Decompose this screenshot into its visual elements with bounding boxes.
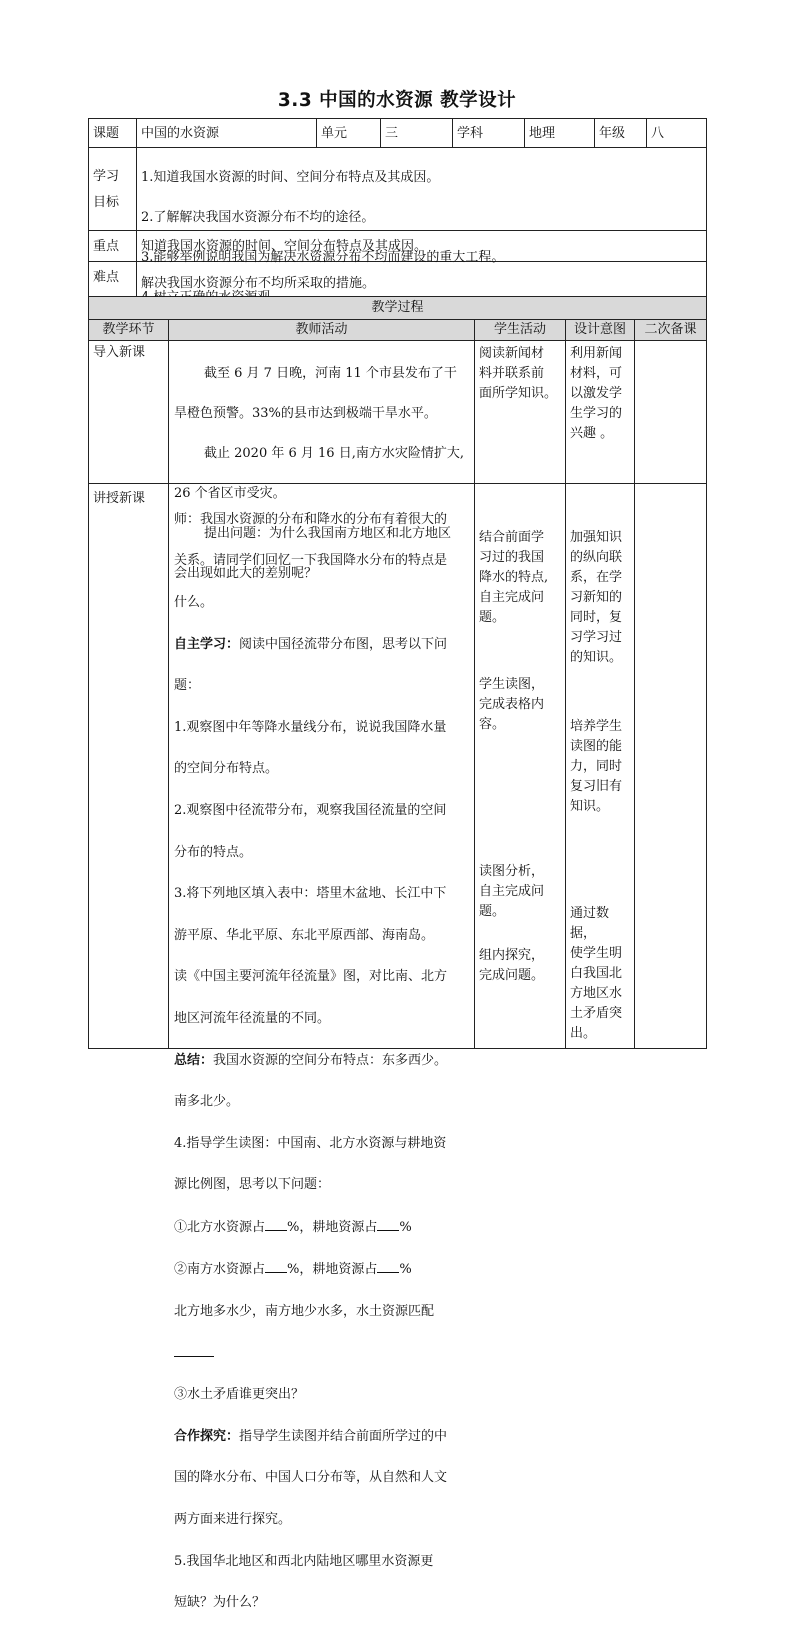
- blank-line: [377, 1217, 399, 1231]
- text-line: ③水土矛盾谁更突出？: [174, 1387, 305, 1403]
- blank-line: [265, 1259, 287, 1273]
- blank-line: [265, 1217, 287, 1231]
- blank-line: [377, 1259, 399, 1273]
- lecture-stage: 讲授新课: [93, 491, 146, 506]
- course-value: 中国的水资源: [141, 126, 220, 141]
- text-line: 会出现如此大的差别呢？: [174, 566, 318, 581]
- lecture-intent-2: 培养学生 读图的能 力，同时 复习旧有 知识。: [570, 719, 623, 814]
- document-title: 3.3 中国的水资源 教学设计: [277, 90, 517, 111]
- key-point-label: 重点: [93, 239, 120, 254]
- unit-label: 单元: [321, 126, 348, 141]
- text-line: 截止 2020 年 6 月 16 日,南方水灾险情扩大,: [204, 446, 464, 461]
- text-line: 题：: [174, 678, 201, 694]
- text-line: 总结：我国水资源的空间分布特点：东多西少。: [174, 1052, 448, 1068]
- text-line: 北方地多水少，南方地少水多，水土资源匹配: [174, 1304, 435, 1320]
- unit-value: 三: [385, 126, 399, 141]
- lecture-student-4: 组内探究， 完成问题。: [479, 948, 545, 983]
- text-line: 源比例图，思考以下问题：: [174, 1177, 331, 1193]
- text-line: 26 个省区市受灾。: [174, 486, 286, 501]
- intro-stage: 导入新课: [93, 345, 146, 360]
- subject-value: 地理: [529, 126, 556, 141]
- intro-intent: 利用新闻 材料，可 以激发学 生学习的 兴趣 。: [570, 346, 623, 441]
- lecture-student-2: 学生读图， 完成表格内 容。: [479, 677, 545, 732]
- text-line: 1.观察图中年等降水量线分布，说说我国降水量: [174, 719, 447, 735]
- subject-label: 学科: [457, 126, 484, 141]
- fill-blank-line: ①北方水资源占 %，耕地资源占 %: [174, 1217, 470, 1239]
- text-line: 的空间分布特点。: [174, 761, 279, 777]
- text-line: 南多北少。: [174, 1094, 240, 1110]
- process-title: 教学过程: [89, 297, 706, 319]
- lecture-intent-3: 通过数据， 使学生明 白我国北 方地区水 土矛盾突 出。: [570, 906, 623, 1041]
- text-line: 提出问题：为什么我国南方地区和北方地区: [204, 526, 452, 541]
- col-header-student: 学生活动: [475, 320, 565, 340]
- text-line: 2.观察图中径流带分布，观察我国径流量的空间: [174, 802, 447, 818]
- text-line: 分布的特点。: [174, 844, 253, 860]
- col-header-revision: 二次备课: [635, 320, 706, 340]
- text-line: 3.将下列地区填入表中：塔里木盆地、长江中下: [174, 886, 447, 902]
- difficulty-value: 解决我国水资源分布不均所采取的措施。: [141, 276, 376, 291]
- col-header-stage: 教学环节: [89, 320, 168, 340]
- goals-label: 学习 目标: [93, 169, 120, 210]
- text-line: 短缺？为什么？: [174, 1595, 266, 1611]
- fill-blank-line: ②南方水资源占 %，耕地资源占 %: [174, 1259, 470, 1281]
- lecture-teacher: [169, 487, 474, 1611]
- lecture-intent-1: 加强知识 的纵向联 系，在学 习新知的 同时，复 习学习过 的知识。: [570, 530, 623, 665]
- blank-line: [174, 1344, 470, 1365]
- text-line: 游平原、华北平原、东北平原西部、海南岛。: [174, 927, 435, 943]
- coop-label: 合作探究：: [174, 1428, 240, 1444]
- text-line: 两方面来进行探究。: [174, 1512, 292, 1528]
- text-line: 5.我国华北地区和西北内陆地区哪里水资源更: [174, 1553, 434, 1569]
- intro-student: 阅读新闻材 料并联系前 面所学知识。: [479, 346, 558, 401]
- text-line: 师：我国水资源的分布和降水的分布有着很大的: [174, 511, 448, 527]
- col-header-teacher: 教师活动: [169, 320, 474, 340]
- lecture-student-1: 结合前面学 习过的我国 降水的特点, 自主完成问 题。: [479, 530, 549, 625]
- text-line: 4.指导学生读图：中国南、北方水资源与耕地资: [174, 1135, 447, 1151]
- text-line: 旱橙色预警。33%的县市达到极端干旱水平。: [174, 406, 437, 421]
- lecture-student-3: 读图分析， 自主完成问 题。: [479, 864, 545, 919]
- goal-item: 2.了解解决我国水资源分布不均的途径。: [141, 210, 375, 225]
- text-line: 自主学习：阅读中国径流带分布图，思考以下问: [174, 636, 448, 652]
- text-line: 关系。请同学们回忆一下我国降水分布的特点是: [174, 553, 448, 569]
- text-line: 国的降水分布、中国人口分布等，从自然和人文: [174, 1470, 448, 1486]
- text-line: 合作探究：指导学生读图并结合前面所学过的中: [174, 1428, 448, 1444]
- col-header-intent: 设计意图: [566, 320, 634, 340]
- text-line: 地区河流年径流量的不同。: [174, 1010, 331, 1026]
- self-study-label: 自主学习：: [174, 636, 240, 652]
- difficulty-label: 难点: [93, 270, 120, 285]
- grade-label: 年级: [599, 126, 626, 141]
- goal-item: 3.能够举例说明我国为解决水资源分布不均而建设的重大工程。: [141, 250, 505, 265]
- goal-item: 1.知道我国水资源的时间、空间分布特点及其成因。: [141, 170, 440, 185]
- grade-value: 八: [651, 126, 665, 141]
- key-point-value: 知道我国水资源的时间、空间分布特点及其成因。: [141, 239, 428, 254]
- text-line: 读《中国主要河流年径流量》图，对比南、北方: [174, 969, 448, 985]
- course-label: 课题: [93, 126, 120, 141]
- goals-list: [137, 148, 706, 265]
- text-line: 截至 6 月 7 日晚，河南 11 个市县发布了干: [204, 366, 457, 381]
- summary-label: 总结：: [174, 1052, 214, 1068]
- text-line: 什么。: [174, 594, 214, 610]
